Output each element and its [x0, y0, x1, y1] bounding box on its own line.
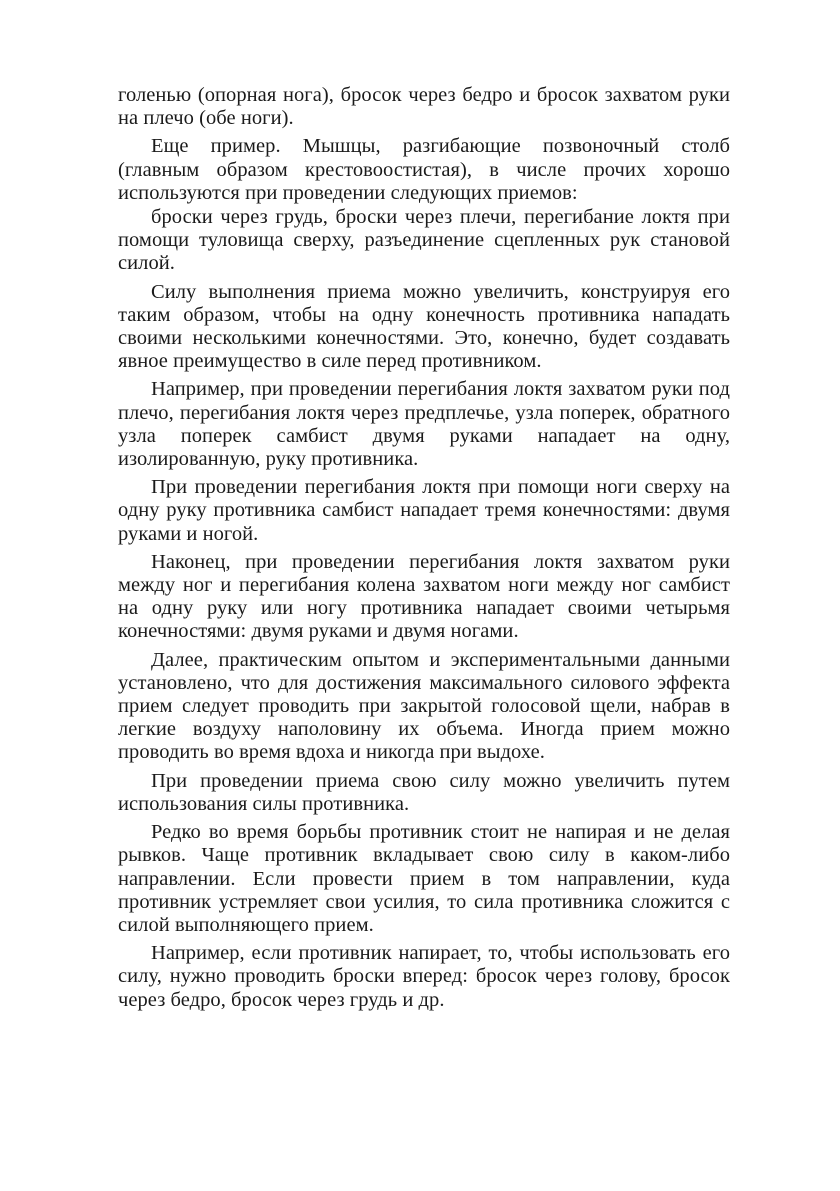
paragraph: Например, если противник напирает, то, чтобы использовать его силу, нужно проводить броски вперед: бросок через голову, бросок через бедро, бросок через грудь и др.	[118, 942, 730, 1011]
paragraph: При проведении перегибания локтя при помощи ноги сверху на одну руку противника самбист нападает тремя конечностями: двумя руками и ногой.	[118, 476, 730, 545]
paragraph: Силу выполнения приема можно увеличить, конструируя его таким образом, чтобы на одну конечность противника нападать своими несколькими конечностями. Это, конечно, будет создавать явное преимущество в силе перед противником.	[118, 280, 730, 373]
paragraph: Далее, практическим опытом и экспериментальными данными установлено, что для достижения максимального силового эффекта прием следует проводить при закрытой голосовой щели, набрав в легкие воздуху наполовину их объема. Иногда прием можно проводить во время вдоха и никогда при выдохе.	[118, 648, 730, 764]
paragraph-list: броски через грудь, броски через плечи, перегибание локтя при помощи туловища сверху, разъединение сцепленных рук становой силой.	[118, 206, 730, 275]
paragraph: Например, при проведении перегибания локтя захватом руки под плечо, перегибания локтя через предплечье, узла поперек, обратного узла поперек самбист двумя руками нападает на одну, изолированную, руку противника.	[118, 378, 730, 471]
paragraph: При проведении приема свою силу можно увеличить путем использования силы противника.	[118, 769, 730, 815]
paragraph: Редко во время борьбы противник стоит не напирая и не делая рывков. Чаще противник вкладывает свою силу в каком-либо направлении. Если провести прием в том направлении, куда противник устремляет свои усилия, то сила противника сложится с силой выполняющего прием.	[118, 821, 730, 936]
paragraph: Еще пример. Мышцы, разгибающие позвоночный столб (главным образом крестовоостистая), в числе прочих хорошо используются при проведении следующих приемов:	[118, 135, 730, 204]
paragraph: Наконец, при проведении перегибания локтя захватом руки между ног и перегибания колена захватом ноги между ног самбист на одну руку или ногу противника нападает своими четырьмя конечностями: двумя руками и двумя ногами.	[118, 550, 730, 643]
page-text	[118, 84, 730, 1017]
paragraph-continuation: голенью (опорная нога), бросок через бедро и бросок захватом руки на плечо (обе ноги).	[118, 84, 730, 130]
